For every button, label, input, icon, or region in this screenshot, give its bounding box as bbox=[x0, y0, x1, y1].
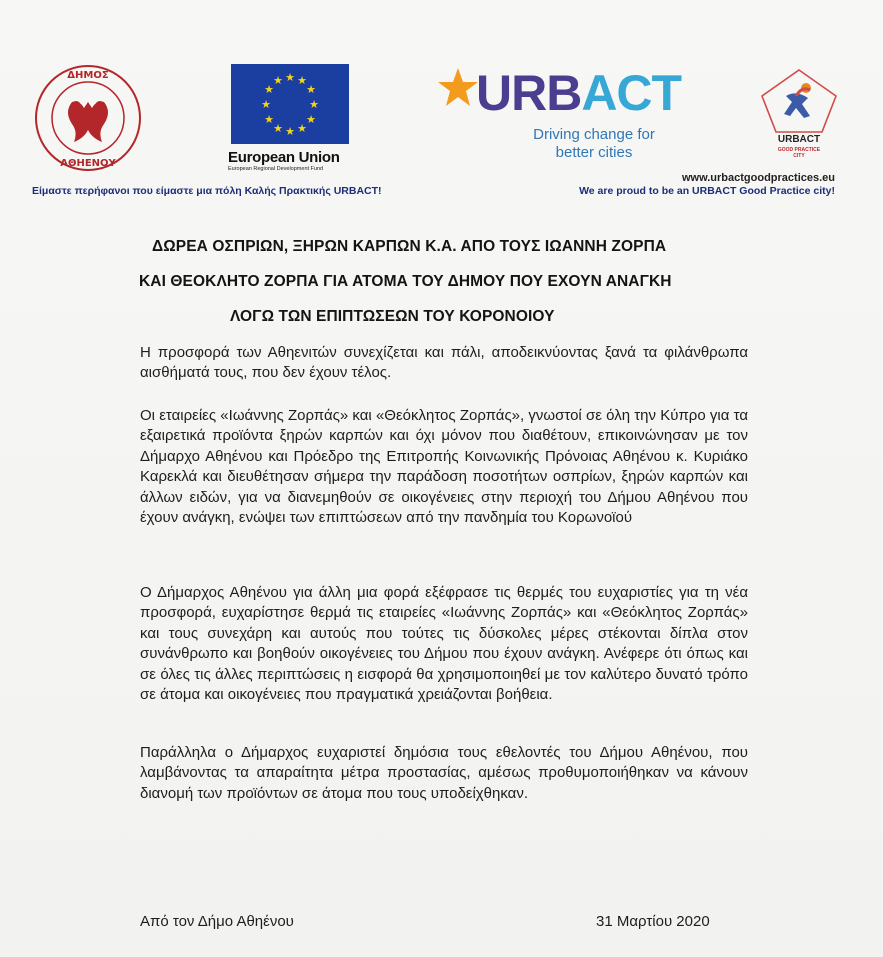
urbact-tagline-2: better cities bbox=[555, 144, 633, 161]
svg-text:★: ★ bbox=[264, 114, 274, 126]
website-link[interactable]: www.urbactgoodpractices.eu bbox=[681, 172, 835, 184]
svg-text:★: ★ bbox=[285, 126, 295, 138]
title-line-3: ΛΟΓΩ ΤΩΝ ΕΠΙΠΤΩΣΕΩΝ ΤΟΥ ΚΟΡΟΝΟΙΟΥ bbox=[230, 308, 555, 325]
body-paragraph: Η προσφορά των Αθηενιτών συνεχίζεται και πάλι, αποδεικνύοντας ξανά τα φιλάνθρωπα αισθήματά τους, που δεν έχουν τέλος. bbox=[140, 344, 748, 382]
urbact-tagline bbox=[514, 126, 674, 162]
svg-text:★: ★ bbox=[297, 123, 307, 135]
urbact-word-start: URB bbox=[476, 65, 582, 121]
urbact-logo bbox=[436, 66, 696, 166]
svg-text:★: ★ bbox=[306, 114, 316, 126]
municipal-seal-icon bbox=[32, 62, 144, 174]
body-paragraph: Οι εταιρείες «Ιωάννης Ζορπάς» και «Θεόκλητος Ζορπάς», γνωστοί σε όλη την Κύπρο για τα εξαιρετικά προϊόντα ξηρών καρπών και όχι μόνον που διαθέτουν, επικοινώνησαν με τον Δήμαρχο Αθηένου και Πρόεδρο της Επιτροπής Κοινωνικής Πρόνοιας Αθηένου κ. Κυριάκο Καρεκλά και διευθέτησαν σήμερα την παράδοση ποσοτήτων οσπρίων, ξηρών καρπών και άλλων ειδών, για να διανεμηθούν σε οικογένειες στην περιοχή του Δήμου Αθηένου που έχουν ανάγκη, ενώψει των επιπτώσεων από την πανδημία του Κορωνοϊού bbox=[140, 407, 748, 527]
proud-statement-english: We are proud to be an URBACT Good Practice city! bbox=[579, 185, 835, 197]
svg-text:★: ★ bbox=[309, 99, 319, 111]
urbact-star-icon bbox=[436, 66, 480, 110]
svg-text:★: ★ bbox=[273, 75, 283, 87]
good-practice-sub-1: GOOD PRACTICE bbox=[777, 147, 821, 153]
good-practice-city-logo bbox=[756, 66, 842, 166]
svg-text:★: ★ bbox=[285, 72, 295, 84]
good-practice-subtitle bbox=[756, 147, 842, 159]
seal-ring-text-bottom: ΑΘΗΕΝΟΥ bbox=[60, 158, 116, 169]
seal-ring-text: ΔΗΜΟΣ bbox=[67, 70, 109, 81]
document-date: 31 Μαρτίου 2020 bbox=[596, 913, 710, 930]
urbact-tagline-1: Driving change for bbox=[533, 126, 655, 143]
title-line-1: ΔΩΡΕΑ ΟΣΠΡΙΩΝ, ΞΗΡΩΝ ΚΑΡΠΩΝ Κ.Α. ΑΠΟ ΤΟΥΣ ΙΩΑΝΝΗ ΖΟΡΠΑ bbox=[152, 238, 667, 255]
svg-text:★: ★ bbox=[297, 75, 307, 87]
body-paragraph: Ο Δήμαρχος Αθηένου για άλλη μια φορά εξέφρασε τις θερμές του ευχαριστίες για τη νέα προσφορά, ευχαρίστησε θερμά τις εταιρείες «Ιωάννης Ζορπάς» και «Θεόκλητος Ζορπάς» και τους συνεχάρη και αυτούς που τούτες τις δύσκολες μέρες στέκονται δίπλα στον συνάνθρωπο και βοηθούν οικογένειες του Δήμου που έχουν ανάγκη. Ανέφερε ότι όπως και σε όλες τις άλλες περιπτώσεις η εισφορά θα χρησιμοποιηθεί με τον καλύτερο δυνατό τρόπο σε άτομα και οικογένειες που πραγματικά χρειάζονται βοήθεια. bbox=[140, 584, 748, 704]
urbact-word-accent: ACT bbox=[581, 65, 682, 121]
svg-text:★: ★ bbox=[273, 123, 283, 135]
urbact-wordmark bbox=[476, 65, 682, 121]
municipality-seal-logo bbox=[32, 62, 144, 174]
signature-from: Από τον Δήμο Αθηένου bbox=[140, 913, 294, 930]
eu-fund: European Regional Development Fund bbox=[228, 166, 324, 172]
eu-flag-icon bbox=[231, 64, 349, 144]
eu-logo bbox=[228, 64, 352, 172]
svg-text:★: ★ bbox=[261, 99, 271, 111]
title-line-2: ΚΑΙ ΘΕΟΚΛΗΤΟ ΖΟΡΠΑ ΓΙΑ ΑΤΟΜΑ ΤΟΥ ΔΗΜΟΥ ΠΟΥ ΕΧΟΥΝ ΑΝΑΓΚΗ bbox=[139, 273, 672, 290]
good-practice-sub-2: CITY bbox=[793, 153, 805, 159]
svg-text:★: ★ bbox=[264, 84, 274, 96]
good-practice-pentagon-icon bbox=[756, 66, 842, 134]
eu-name: European Union bbox=[228, 149, 340, 166]
body-paragraph: Παράλληλα ο Δήμαρχος ευχαριστεί δημόσια τους εθελοντές του Δήμου Αθηένου, που λαμβάνοντας τα απαραίτητα μέτρα προστασίας, αμέσως προθυμοποιήθηκαν να κάνουν διανομή των προϊόντων σε άτομα που τους υποδείχθηκαν. bbox=[140, 744, 748, 802]
proud-statement-greek: Είμαστε περήφανοι που είμαστε μια πόλη Καλής Πρακτικής URBACT! bbox=[32, 185, 382, 197]
good-practice-title: URBACT bbox=[777, 134, 821, 145]
svg-text:★: ★ bbox=[306, 84, 316, 96]
